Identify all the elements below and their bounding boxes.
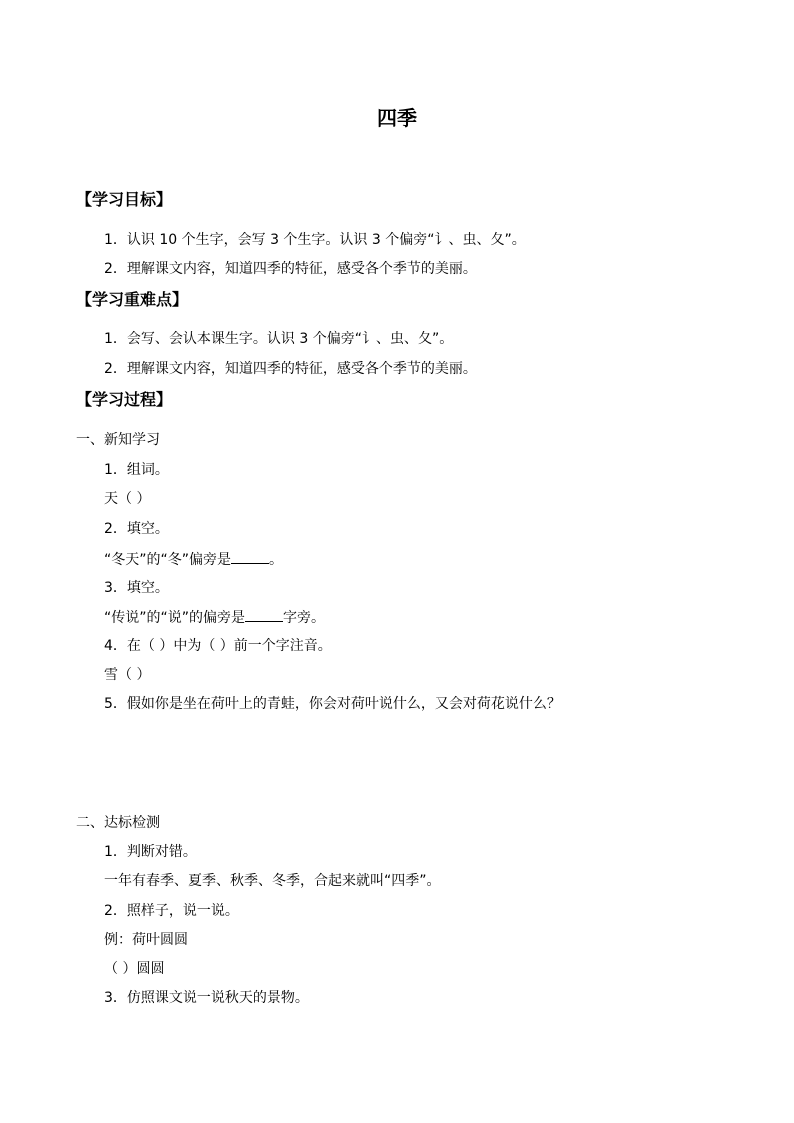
part1-title: 一、新知学习 <box>76 432 160 448</box>
part1-line: 雪（ ） <box>104 667 151 683</box>
fill-blank-line-2 <box>104 607 325 628</box>
fill-blank-text: “传说”的“说”的偏旁是 <box>104 610 246 626</box>
fill-blank-text: 。 <box>269 552 284 568</box>
part1-line: 2．填空。 <box>104 521 169 537</box>
part1-line: 天（ ） <box>104 491 151 507</box>
part2-line: （ ）圆圆 <box>104 961 165 977</box>
fill-blank-text: 字旁。 <box>283 610 326 626</box>
process-heading: 【学习过程】 <box>76 390 173 409</box>
fill-blank-line-1 <box>104 549 283 570</box>
part2-line: 例：荷叶圆圆 <box>104 932 188 948</box>
part2-title: 二、达标检测 <box>76 815 160 831</box>
answer-blank[interactable] <box>231 549 269 564</box>
goals-heading: 【学习目标】 <box>76 190 173 209</box>
page-title: 四季 <box>377 106 417 130</box>
goal-item-1: 1．认识 10 个生字，会写 3 个生字。认识 3 个偏旁“讠、虫、夂”。 <box>104 232 526 248</box>
part2-line: 3．仿照课文说一说秋天的景物。 <box>104 990 309 1006</box>
keypoint-item-1: 1．会写、会认本课生字。认识 3 个偏旁“讠、虫、夂”。 <box>104 331 454 347</box>
part1-line: 3．填空。 <box>104 580 169 596</box>
keypoint-item-2: 2．理解课文内容，知道四季的特征，感受各个季节的美丽。 <box>104 361 477 377</box>
answer-blank[interactable] <box>245 607 283 622</box>
part2-line: 一年有春季、夏季、秋季、冬季，合起来就叫“四季”。 <box>104 873 441 889</box>
part2-line: 1．判断对错。 <box>104 844 197 860</box>
part2-line: 2．照样子，说一说。 <box>104 903 239 919</box>
keypoints-heading: 【学习重难点】 <box>76 290 189 309</box>
part1-line: 1．组词。 <box>104 462 169 478</box>
goal-item-2: 2．理解课文内容，知道四季的特征，感受各个季节的美丽。 <box>104 261 477 277</box>
fill-blank-text: “冬天”的“冬”偏旁是 <box>104 552 232 568</box>
part1-line: 5．假如你是坐在荷叶上的青蛙，你会对荷叶说什么，又会对荷花说什么？ <box>104 696 561 712</box>
part1-line: 4．在（ ）中为（ ）前一个字注音。 <box>104 638 332 654</box>
